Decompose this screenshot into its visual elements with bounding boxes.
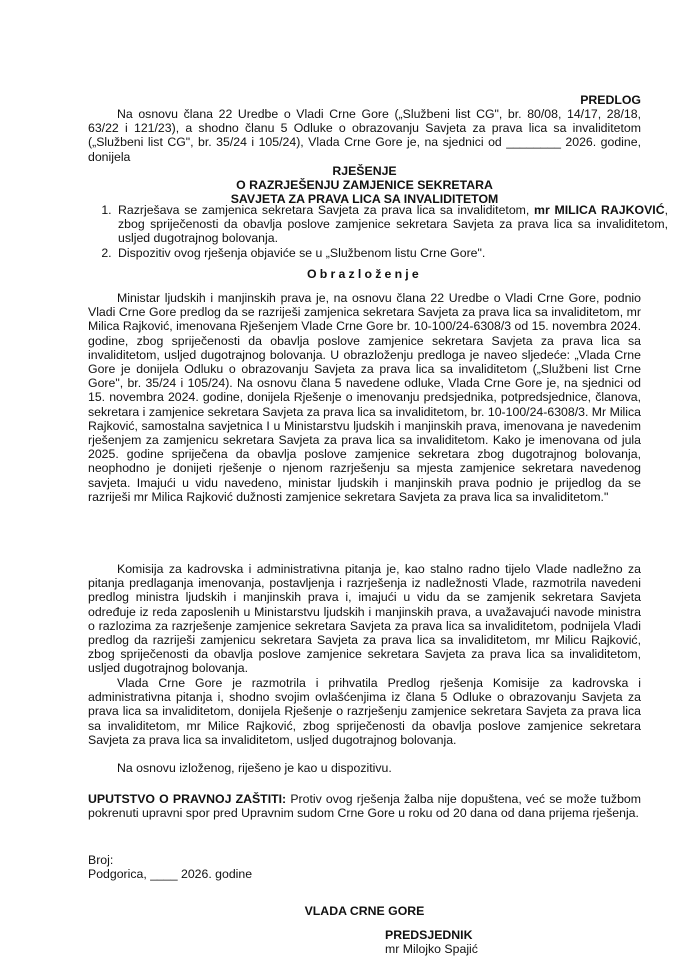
reasoning-paragraph: Na osnovu izloženog, riješeno je kao u dispozitivu. xyxy=(117,761,392,775)
list-item xyxy=(115,246,668,260)
disposition-list xyxy=(88,203,668,260)
item-text: , zbog spriječenosti da obavlja poslove zamjenice sekretara Savjeta za prava lica sa invaliditetom, usljed dugotrajnog bolovanja. xyxy=(118,203,668,246)
item-name: mr MILICA RAJKOVIĆ xyxy=(534,203,665,217)
reasoning-heading: Obrazloženje xyxy=(307,267,422,281)
item-text: Dispozitiv ovog rješenja objaviće se u „Službenom listu Crne Gore". xyxy=(118,245,486,260)
signatory-name: mr Milojko Spajić xyxy=(385,942,478,956)
legal-label: UPUTSTVO O PRAVNOJ ZAŠTITI: xyxy=(88,792,287,806)
reasoning-paragraph: Komisija za kadrovska i administrativna pitanja je, kao stalno radno tijelo Vlade nadležno za pitanja predlaganja imenovanja, postavljenja i razrješenja iz nadležnosti Vlade, razmotrila navedeni predlog ministra ljudskih i manjinskih prava i, imajući u vidu da se zamjenik sekretara Savjeta određuje iz reda zaposlenih u Ministarstvu ljudskih i manjinskih prava, a uvažavajući navode ministra o razlozima za razrješenje zamjenice sekretara Savjeta za prava lica sa invaliditetom, podnijela Vladi predlog da razriješi zamjenicu sekretara Savjeta za prava lica sa invaliditetom, mr Milicu Rajković, zbog spriječenosti da obavlja poslove zamjenice sekretara Savjeta za prava lica sa invaliditetom, usljed dugotrajnog bolovanja. xyxy=(88,562,641,676)
government-name: VLADA CRNE GORE xyxy=(304,904,425,918)
title-line: SAVJETA ZA PRAVA LICA SA INVALIDITETOM xyxy=(230,192,499,207)
place-date: Podgorica, ____ 2026. godine xyxy=(88,867,253,881)
title-line: O RAZRJEŠENJU ZAMJENICE SEKRETARA xyxy=(236,178,493,193)
legal-remedy xyxy=(88,792,641,820)
item-text: Razrješava se zamjenica sekretara Savjeta za prava lica sa invaliditetom, xyxy=(118,203,535,217)
intro-paragraph: Na osnovu člana 22 Uredbe o Vladi Crne Gore („Službeni list CG", br. 80/08, 14/17, 28/18, 63/22 i 121/23), a shodno članu 5 Odluke o obrazovanju Savjeta za prava lica sa invaliditetom („Službeni list CG", br. 35/24 i 105/24), Vlada Crne Gore je, na sjednici od ________ 2026. godine, donijela xyxy=(88,107,641,164)
reasoning-paragraph: Vlada Crne Gore je razmotrila i prihvatila Predlog rješenja Komisije za kadrovska i administrativna pitanja i, shodno svojim ovlašćenjima iz člana 5 Odluke o obrazovanju Savjeta za prava lica sa invaliditetom, donijela Rješenje o razrješenju zamjenice sekretara Savjeta za prava lica sa invaliditetom, mr Milice Rajković, zbog spriječenosti da obavlja poslove zamjenice sekretara Savjeta za prava lica sa invaliditetom, usljed dugotrajnog bolovanja. xyxy=(88,676,641,747)
list-item xyxy=(115,203,668,246)
document-label: PREDLOG xyxy=(580,93,641,107)
legal-text: Protiv ovog rješenja žalba nije dopuštena, već se može tužbom pokrenuti upravni spor pred Upravnim sudom Crne Gore u roku od 20 dana od dana prijema rješenja. xyxy=(88,792,641,821)
signatory-title: PREDSJEDNIK xyxy=(385,928,473,942)
title-line: RJEŠENJE xyxy=(332,164,397,178)
number-field: Broj: xyxy=(88,853,114,867)
document-title xyxy=(88,164,641,207)
reasoning-paragraph: Ministar ljudskih i manjinskih prava je, na osnovu člana 22 Uredbe o Vladi Crne Gore, podnio Vladi Crne Gore predlog da se razriješi zamjenica sekretara Savjeta za prava lica sa invaliditetom, mr Milica Rajković, imenovana Rješenjem Vlade Crne Gore br. 10-100/24-6308/3 od 15. novembra 2024. godine, zbog spriječenosti da obavlja poslove zamjenice sekretara Savjeta za prava lica sa invaliditetom, usljed dugotrajnog bolovanja. U obrazloženju predloga je naveo sljedeće: „Vlada Crne Gore je donijela Odluku o obrazovanju Savjeta za prava lica sa invaliditetom („Službeni list Crne Gore", br. 35/24 i 105/24). Na osnovu člana 5 navedene odluke, Vlada Crne Gore je, na sjednici od 15. novembra 2024. godine, donijela Rješenje o imenovanju predsjednika, potpredsjednice, članova, sekretara i zamjenice sekretara Savjeta za prava lica sa invaliditetom, br. 10-100/24-6308/3. Mr Milica Rajković, samostalna savjetnica I u Ministarstvu ljudskih i manjinskih prava, imenovana je navedenim rješenjem za zamjenicu sekretara Savjeta za prava lica sa invaliditetom. Kako je imenovana od jula 2025. godine spriječena da obavlja poslove zamjenice sekretara zbog dugotrajnog bolovanja, neophodno je donijeti rješenje o njenom razrješenju sa mjesta zamjenice sekretara navedenog savjeta. Imajući u vidu navedeno, ministar ljudskih i manjinskih prava podnio je prijedlog da se razriješi mr Milica Rajković dužnosti zamjenice sekretara Savjeta za prava lica sa invaliditetom." xyxy=(88,291,641,504)
